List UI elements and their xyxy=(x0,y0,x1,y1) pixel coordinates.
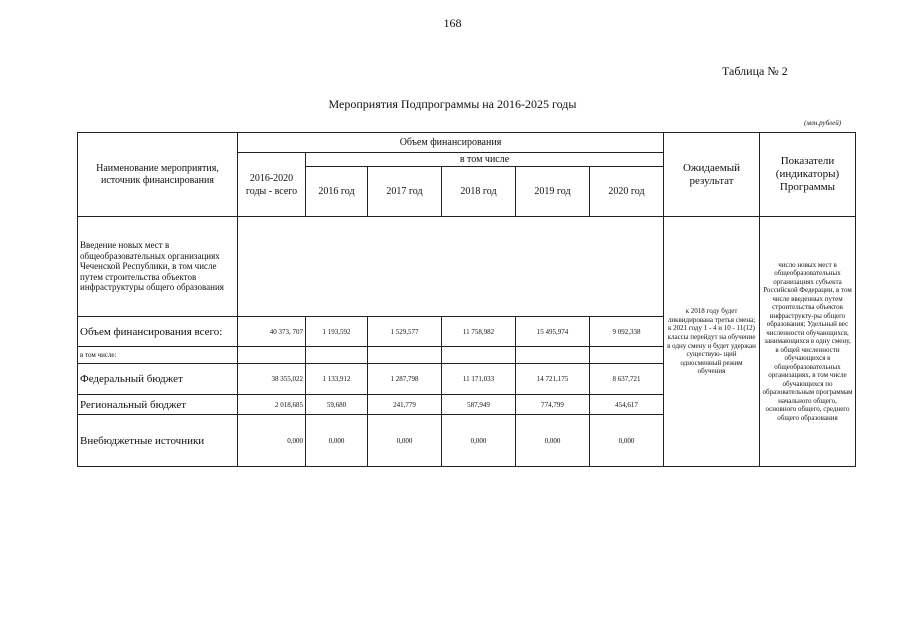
expected-result-text: к 2018 году будет ликвидирована третья смена; к 2021 году 1 - 4 и 10 - 11(12) классы перейдут на обучение в одну смену и будет удержан существую- щий односменный режим обучения xyxy=(664,217,760,467)
indicators-text: число новых мест в общеобразовательных организациях субъекта Российской Федерации, в том числе введенных путем строительства объектов инфраструкту-ры общего образования; Удельный вес численности обучающихся, занимающихся в одну смену, в общей численности обучающихся в общеобразовательных организациях, в том числе обучающихся по образовательным программам начального общего, основного общего, среднего общего образования xyxy=(760,217,856,467)
row-total: 0,000 xyxy=(238,415,306,467)
activity-description: Введение новых мест в общеобразовательных организациях Чеченской Республики, в том числе путем строительства объектов инфраструктуры общего образования xyxy=(78,217,238,317)
document-title: Мероприятия Подпрограммы на 2016-2025 годы xyxy=(328,97,577,111)
header-year: 2016 год xyxy=(306,167,368,217)
header-including: в том числе xyxy=(306,153,664,167)
header-funding-volume: Объем финансирования xyxy=(238,133,664,153)
header-year: 2018 год xyxy=(442,167,516,217)
row-value: 587,949 xyxy=(442,395,516,415)
header-year: 2017 год xyxy=(368,167,442,217)
row-value: 11 171,033 xyxy=(442,364,516,395)
row-label: Внебюджетные источники xyxy=(78,415,238,467)
row-label: в том числе: xyxy=(78,347,238,364)
row-value: 59,680 xyxy=(306,395,368,415)
row-label: Федеральный бюджет xyxy=(78,364,238,395)
row-value: 1 287,798 xyxy=(368,364,442,395)
header-total: 2016-2020 годы - всего xyxy=(238,153,306,217)
row-value: 1 193,592 xyxy=(306,317,368,347)
row-value: 8 637,721 xyxy=(590,364,664,395)
row-value: 15 495,974 xyxy=(516,317,590,347)
row-value: 0,000 xyxy=(368,415,442,467)
row-value: 774,799 xyxy=(516,395,590,415)
row-value: 14 721,175 xyxy=(516,364,590,395)
row-value: 1 529,577 xyxy=(368,317,442,347)
row-value: 0,000 xyxy=(442,415,516,467)
row-value: 11 758,982 xyxy=(442,317,516,347)
description-empty-cells xyxy=(238,217,664,317)
header-indicators: Показатели (индикаторы) Программы xyxy=(760,133,856,217)
funding-table xyxy=(77,132,856,467)
row-value: 0,000 xyxy=(590,415,664,467)
header-year: 2020 год xyxy=(590,167,664,217)
page-number: 168 xyxy=(443,16,462,30)
row-label: Объем финансирования всего: xyxy=(78,317,238,347)
row-value: 0,000 xyxy=(306,415,368,467)
header-expected-result: Ожидаемый результат xyxy=(664,133,760,217)
row-value: 0,000 xyxy=(516,415,590,467)
units-note: (млн.рублей) xyxy=(804,119,842,127)
row-total: 38 355,022 xyxy=(238,364,306,395)
row-value: 9 092,338 xyxy=(590,317,664,347)
row-value: 454,617 xyxy=(590,395,664,415)
row-value: 241,779 xyxy=(368,395,442,415)
row-total: 40 373, 707 xyxy=(238,317,306,347)
row-label: Региональный бюджет xyxy=(78,395,238,415)
header-year: 2019 год xyxy=(516,167,590,217)
table-label: Таблица № 2 xyxy=(722,64,788,78)
header-name: Наименование мероприятия, источник финансирования xyxy=(78,133,238,217)
row-value: 1 133,912 xyxy=(306,364,368,395)
row-total: 2 018,685 xyxy=(238,395,306,415)
